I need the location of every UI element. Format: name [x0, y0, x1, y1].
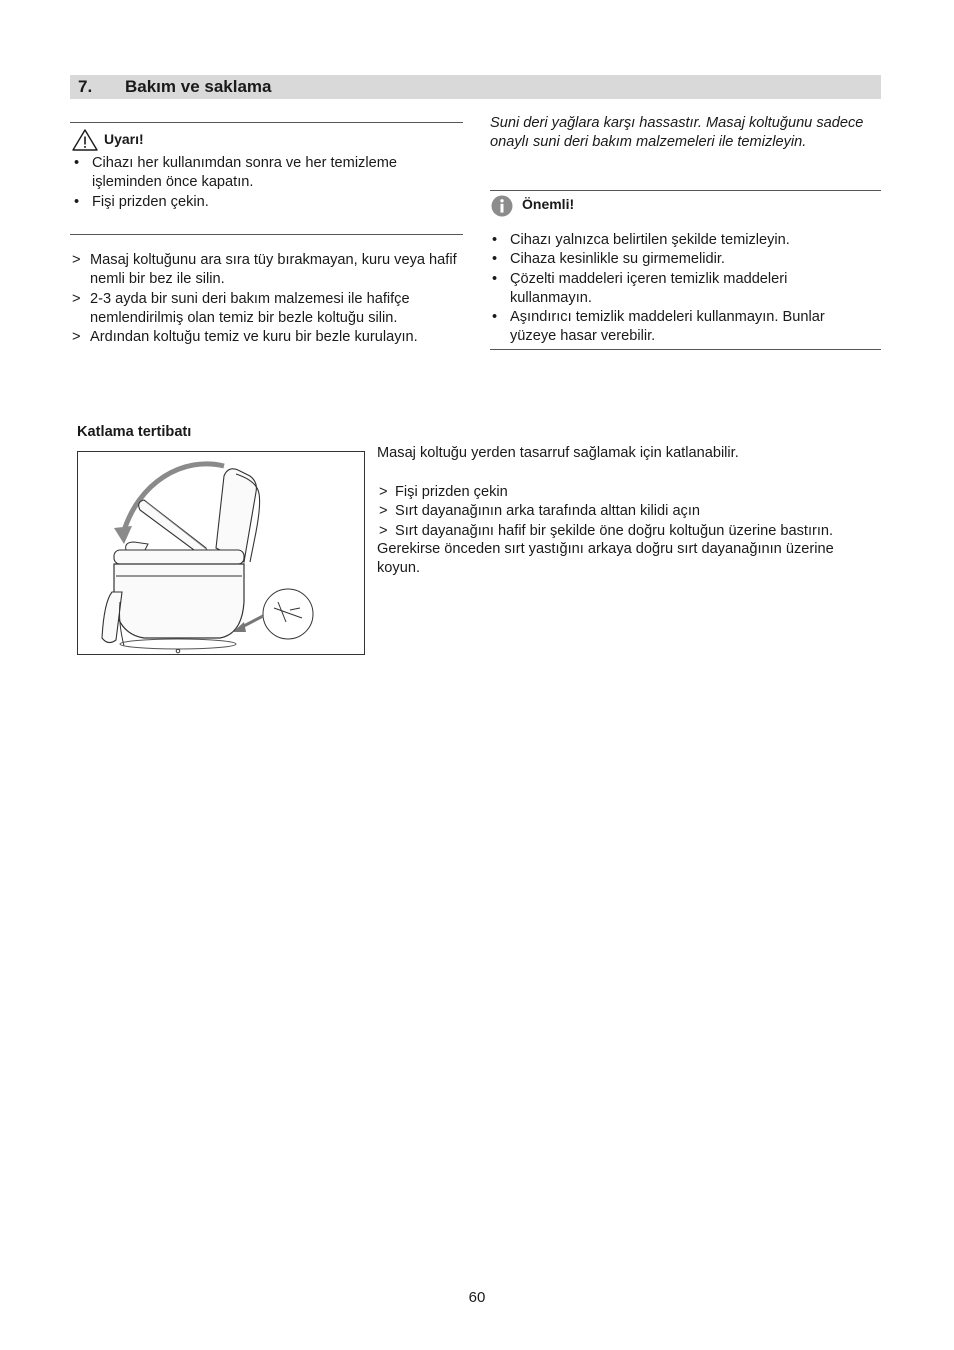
list-item: > Sırt dayanağını hafif bir şekilde öne doğru koltuğun üzerine bastırın.	[379, 522, 834, 539]
warning-bottom-divider	[70, 234, 463, 235]
folding-title: Katlama tertibatı	[77, 424, 192, 440]
list-item: • Aşındırıcı temizlik maddeleri kullanmayın. Bunlar yüzeye hasar verebilir.	[492, 309, 825, 345]
folding-note: Gerekirse önceden sırt yastığını arkaya doğru sırt dayanağının üzerine koyun.	[377, 541, 834, 577]
list-item: • Cihazı yalnızca belirtilen şekilde temizleyin.	[492, 232, 790, 248]
warning-title: Uyarı!	[104, 131, 144, 147]
important-title: Önemli!	[522, 196, 575, 212]
folding-steps-list	[377, 483, 847, 541]
list-item: • Fişi prizden çekin.	[74, 193, 209, 210]
section-title: Bakım ve saklama	[125, 77, 272, 96]
section-number: 7.	[78, 77, 93, 96]
chair-folding-drawing	[78, 452, 364, 654]
list-item: > 2-3 ayda bir suni deri bakım malzemesi ile hafifçe nemlendirilmiş olan temiz bir bezle koltuğu silin.	[72, 290, 410, 326]
warning-list	[72, 154, 457, 212]
list-item: > Fişi prizden çekin	[379, 484, 508, 500]
warning-top-divider	[70, 122, 463, 123]
list-item: > Masaj koltuğunu ara sıra tüy bırakmayan, kuru veya hafif nemli bir bez ile silin.	[72, 252, 457, 288]
important-bottom-divider	[490, 349, 881, 350]
list-item: • Cihazı her kullanımdan sonra ve her temizleme işleminden önce kapatın.	[74, 155, 397, 191]
section-header	[70, 75, 881, 99]
folding-illustration	[77, 451, 365, 655]
leather-note: Suni deri yağlara karşı hassastır. Masaj koltuğunu sadece onaylı suni deri bakım malzemeleri ile temizleyin.	[490, 115, 864, 151]
list-item: > Sırt dayanağının arka tarafında alttan kilidi açın	[379, 503, 701, 520]
page-number: 60	[468, 1289, 486, 1306]
info-icon	[491, 195, 513, 217]
important-top-divider	[490, 190, 881, 191]
important-list	[490, 231, 870, 347]
list-item: • Cihaza kesinlikle su girmemelidir.	[492, 251, 725, 268]
warning-triangle-icon	[72, 129, 98, 151]
list-item: > Ardından koltuğu temiz ve kuru bir bezle kurulayın.	[72, 329, 418, 346]
folding-intro: Masaj koltuğu yerden tasarruf sağlamak için katlanabilir.	[377, 445, 739, 461]
cleaning-steps-list	[70, 251, 465, 347]
list-item: • Çözelti maddeleri içeren temizlik maddeleri kullanmayın.	[492, 270, 788, 306]
